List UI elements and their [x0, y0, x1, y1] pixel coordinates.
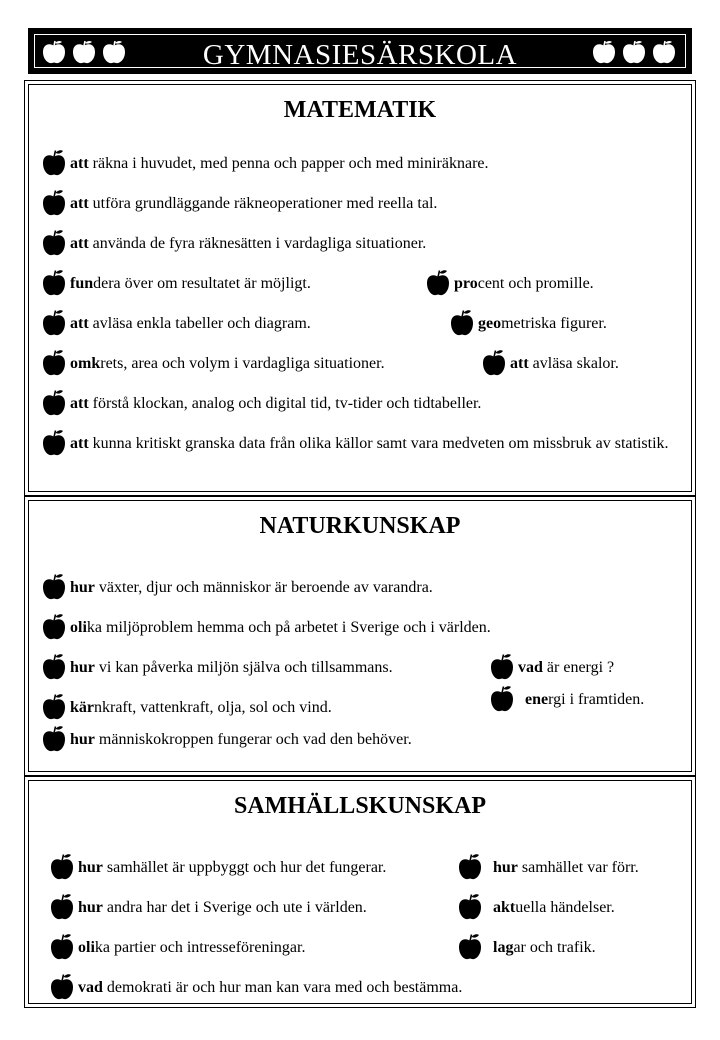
item-keyword: pro [454, 275, 478, 292]
item-text: förstå klockan, analog och digital tid, tv-tider och tidtabeller. [88, 395, 482, 412]
item-text: kunna kritiskt granska data från olika källor samt vara medveten om missbruk av statistik. [88, 435, 669, 452]
item-text: nkraft, vattenkraft, olja, sol och vind. [94, 699, 332, 716]
item-keyword: att [70, 435, 89, 452]
item-text: är energi ? [542, 659, 615, 676]
item-text: uella händelser. [515, 899, 615, 916]
apple-bullet-icon [41, 227, 67, 257]
item-text: samhället var förr. [517, 859, 639, 876]
section-title: SAMHÄLLSKUNSKAP [233, 793, 487, 819]
item-keyword: vad [78, 979, 103, 996]
item-keyword: omk [70, 355, 101, 372]
item-text: räkna i huvudet, med penna och papper och med miniräknare. [88, 155, 489, 172]
item-text: ka partier och intresseföreningar. [94, 939, 306, 956]
header-banner [28, 28, 692, 74]
item-text: samhället är uppbyggt och hur det fungerar. [102, 859, 387, 876]
item-keyword: oli [78, 939, 95, 956]
item-text: använda de fyra räknesätten i vardagliga situationer. [88, 235, 427, 252]
item-keyword: hur [493, 859, 518, 876]
apple-bullet-icon [49, 931, 75, 961]
apple-bullet-icon [49, 851, 75, 881]
item-keyword: kär [70, 699, 94, 716]
apple-bullet-icon [41, 691, 67, 721]
apple-bullet-icon [457, 891, 483, 921]
item-keyword: hur [70, 731, 95, 748]
item-text: demokrati är och hur man kan vara med och bestämma. [102, 979, 463, 996]
apple-bullet-icon [41, 267, 67, 297]
apple-bullet-icon [41, 147, 67, 177]
item-text: dera över om resultatet är möjligt. [93, 275, 311, 292]
apple-bullet-icon [41, 571, 67, 601]
apple-bullet-icon [41, 611, 67, 641]
apple-bullet-icon [41, 723, 67, 753]
item-text: växter, djur och människor är beroende av varandra. [94, 579, 433, 596]
item-text: avläsa enkla tabeller och diagram. [88, 315, 311, 332]
apple-bullet-icon [457, 931, 483, 961]
item-keyword: att [510, 355, 529, 372]
apple-bullet-icon [41, 187, 67, 217]
header-apples-right [590, 38, 678, 66]
item-text: utföra grundläggande räkneoperationer med reella tal. [88, 195, 438, 212]
item-text: metriska figurer. [501, 315, 607, 332]
item-keyword: hur [78, 899, 103, 916]
item-keyword: fun [70, 275, 94, 292]
apple-bullet-icon [457, 851, 483, 881]
apple-bullet-icon [41, 307, 67, 337]
apple-bullet-icon [489, 651, 515, 681]
item-text: rgi i framtiden. [548, 691, 645, 708]
apple-icon [650, 38, 678, 66]
apple-bullet-icon [41, 387, 67, 417]
page-title: GYMNASIESÄRSKOLA [202, 39, 518, 71]
item-keyword: lag [493, 939, 514, 956]
section-title: NATURKUNSKAP [259, 513, 461, 539]
item-text: vi kan påverka miljön själva och tillsammans. [94, 659, 393, 676]
apple-bullet-icon [449, 307, 475, 337]
item-keyword: hur [70, 659, 95, 676]
item-keyword: att [70, 155, 89, 172]
list-item [41, 433, 671, 481]
section-naturkunskap [24, 496, 696, 776]
item-keyword: att [70, 195, 89, 212]
apple-bullet-icon [489, 683, 515, 713]
apple-bullet-icon [425, 267, 451, 297]
item-keyword: ene [525, 691, 549, 708]
item-text: ar och trafik. [513, 939, 596, 956]
item-text: människokroppen fungerar och vad den behöver. [94, 731, 412, 748]
item-keyword: hur [70, 579, 95, 596]
apple-icon [620, 38, 648, 66]
item-text: ka miljöproblem hemma och på arbetet i Sverige och i världen. [86, 619, 491, 636]
item-text: andra har det i Sverige och ute i världen. [102, 899, 367, 916]
item-keyword: att [70, 315, 89, 332]
item-keyword: att [70, 235, 89, 252]
item-text: rets, area och volym i vardagliga situationer. [100, 355, 385, 372]
item-keyword: geo [478, 315, 502, 332]
apple-icon [590, 38, 618, 66]
apple-bullet-icon [481, 347, 507, 377]
apple-bullet-icon [49, 891, 75, 921]
section-samhallskunskap [24, 776, 696, 1008]
section-matematik [24, 80, 696, 496]
item-keyword: hur [78, 859, 103, 876]
item-text: cent och promille. [477, 275, 594, 292]
apple-bullet-icon [41, 347, 67, 377]
item-keyword: akt [493, 899, 516, 916]
item-keyword: vad [518, 659, 543, 676]
item-keyword: att [70, 395, 89, 412]
apple-bullet-icon [41, 651, 67, 681]
item-text: avläsa skalor. [528, 355, 619, 372]
apple-bullet-icon [41, 427, 67, 457]
apple-bullet-icon [49, 971, 75, 1001]
item-keyword: oli [70, 619, 87, 636]
section-title: MATEMATIK [283, 97, 437, 123]
